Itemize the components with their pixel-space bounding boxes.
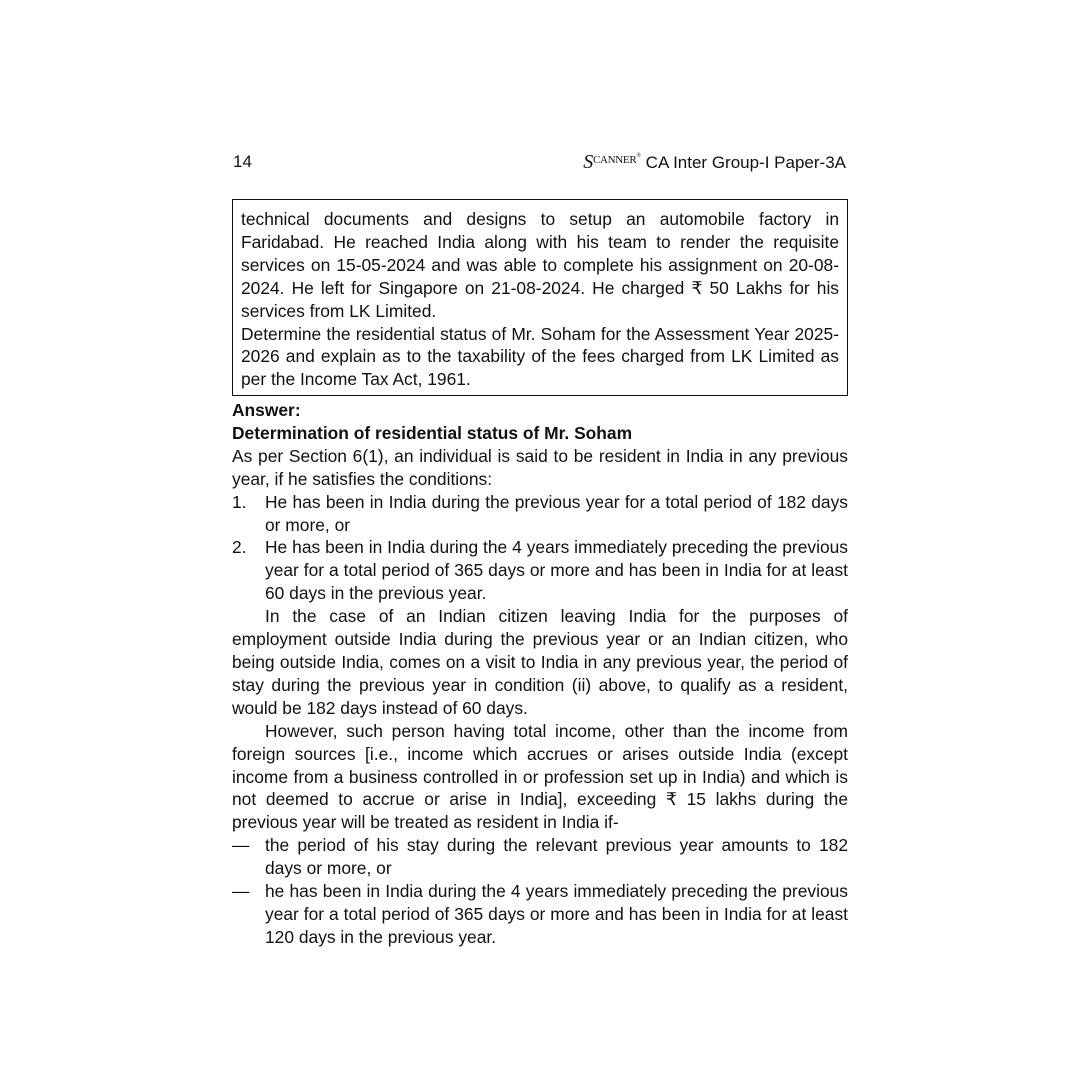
answer-label: Answer: [232,400,301,420]
question-paragraph: technical documents and designs to setup an automobile factory in Faridabad. He reached India along with his team to render the requisite services on 15-05-2024 and was able to complete his assignment on 20-08-2024. He left for Singapore on 21-08-2024. He charged ₹ 50 Lakhs for his services from LK Limited. [241,209,839,321]
citizen-paragraph: In the case of an Indian citizen leaving India for the purposes of employment outside India during the previous year or an Indian citizen, who being outside India, comes on a visit to India in any previous year, the period of stay during the previous year in condition (ii) above, to qualify as a resident, would be 182 days instead of 60 days. [232,606,848,718]
page-number: 14 [233,152,252,171]
condition-item [232,491,848,537]
condition-item [232,536,848,605]
list-text: He has been in India during the previous year for a total period of 182 days or more, or [265,491,848,535]
however-paragraph: However, such person having total income, other than the income from foreign sources [i.e., income which accrues or arises outside India (except income from a business controlled in or profession set up in India) and which is not deemed to accrue or arise in India], exceeding ₹ 15 lakhs during the previous year will be treated as resident in India if- [232,720,848,833]
scanner-logo-rest: CANNER [592,154,637,166]
question-box [232,199,848,396]
question-paragraph: Determine the residential status of Mr. Soham for the Assessment Year 2025-2026 and explain as to the taxability of the fees charged from LK Limited as per the Income Tax Act, 1961. [241,323,839,390]
list-text: He has been in India during the 4 years immediately preceding the previous year for a total period of 365 days or more and has been in India for at least 60 days in the previous year. [265,537,848,604]
dash-item [232,834,848,880]
scanner-logo-initial: S [583,151,593,173]
running-header [583,152,846,174]
answer-section [232,399,848,949]
scanner-logo [583,150,640,172]
registered-mark: ® [636,153,641,159]
list-marker: 2. [232,537,247,558]
list-text: the period of his stay during the relevant previous year amounts to 182 days or more, or [265,835,848,879]
running-title: CA Inter Group-I Paper-3A [645,153,846,172]
list-marker: — [232,835,250,856]
list-text: he has been in India during the 4 years immediately preceding the previous year for a total period of 365 days or more and has been in India for at least 120 days in the previous year. [265,881,848,947]
answer-intro: As per Section 6(1), an individual is said to be resident in India in any previous year, if he satisfies the conditions: [232,445,848,489]
dash-item [232,880,848,949]
list-marker: 1. [232,491,247,512]
answer-heading: Determination of residential status of Mr. Soham [232,422,633,443]
list-marker: — [232,881,250,902]
